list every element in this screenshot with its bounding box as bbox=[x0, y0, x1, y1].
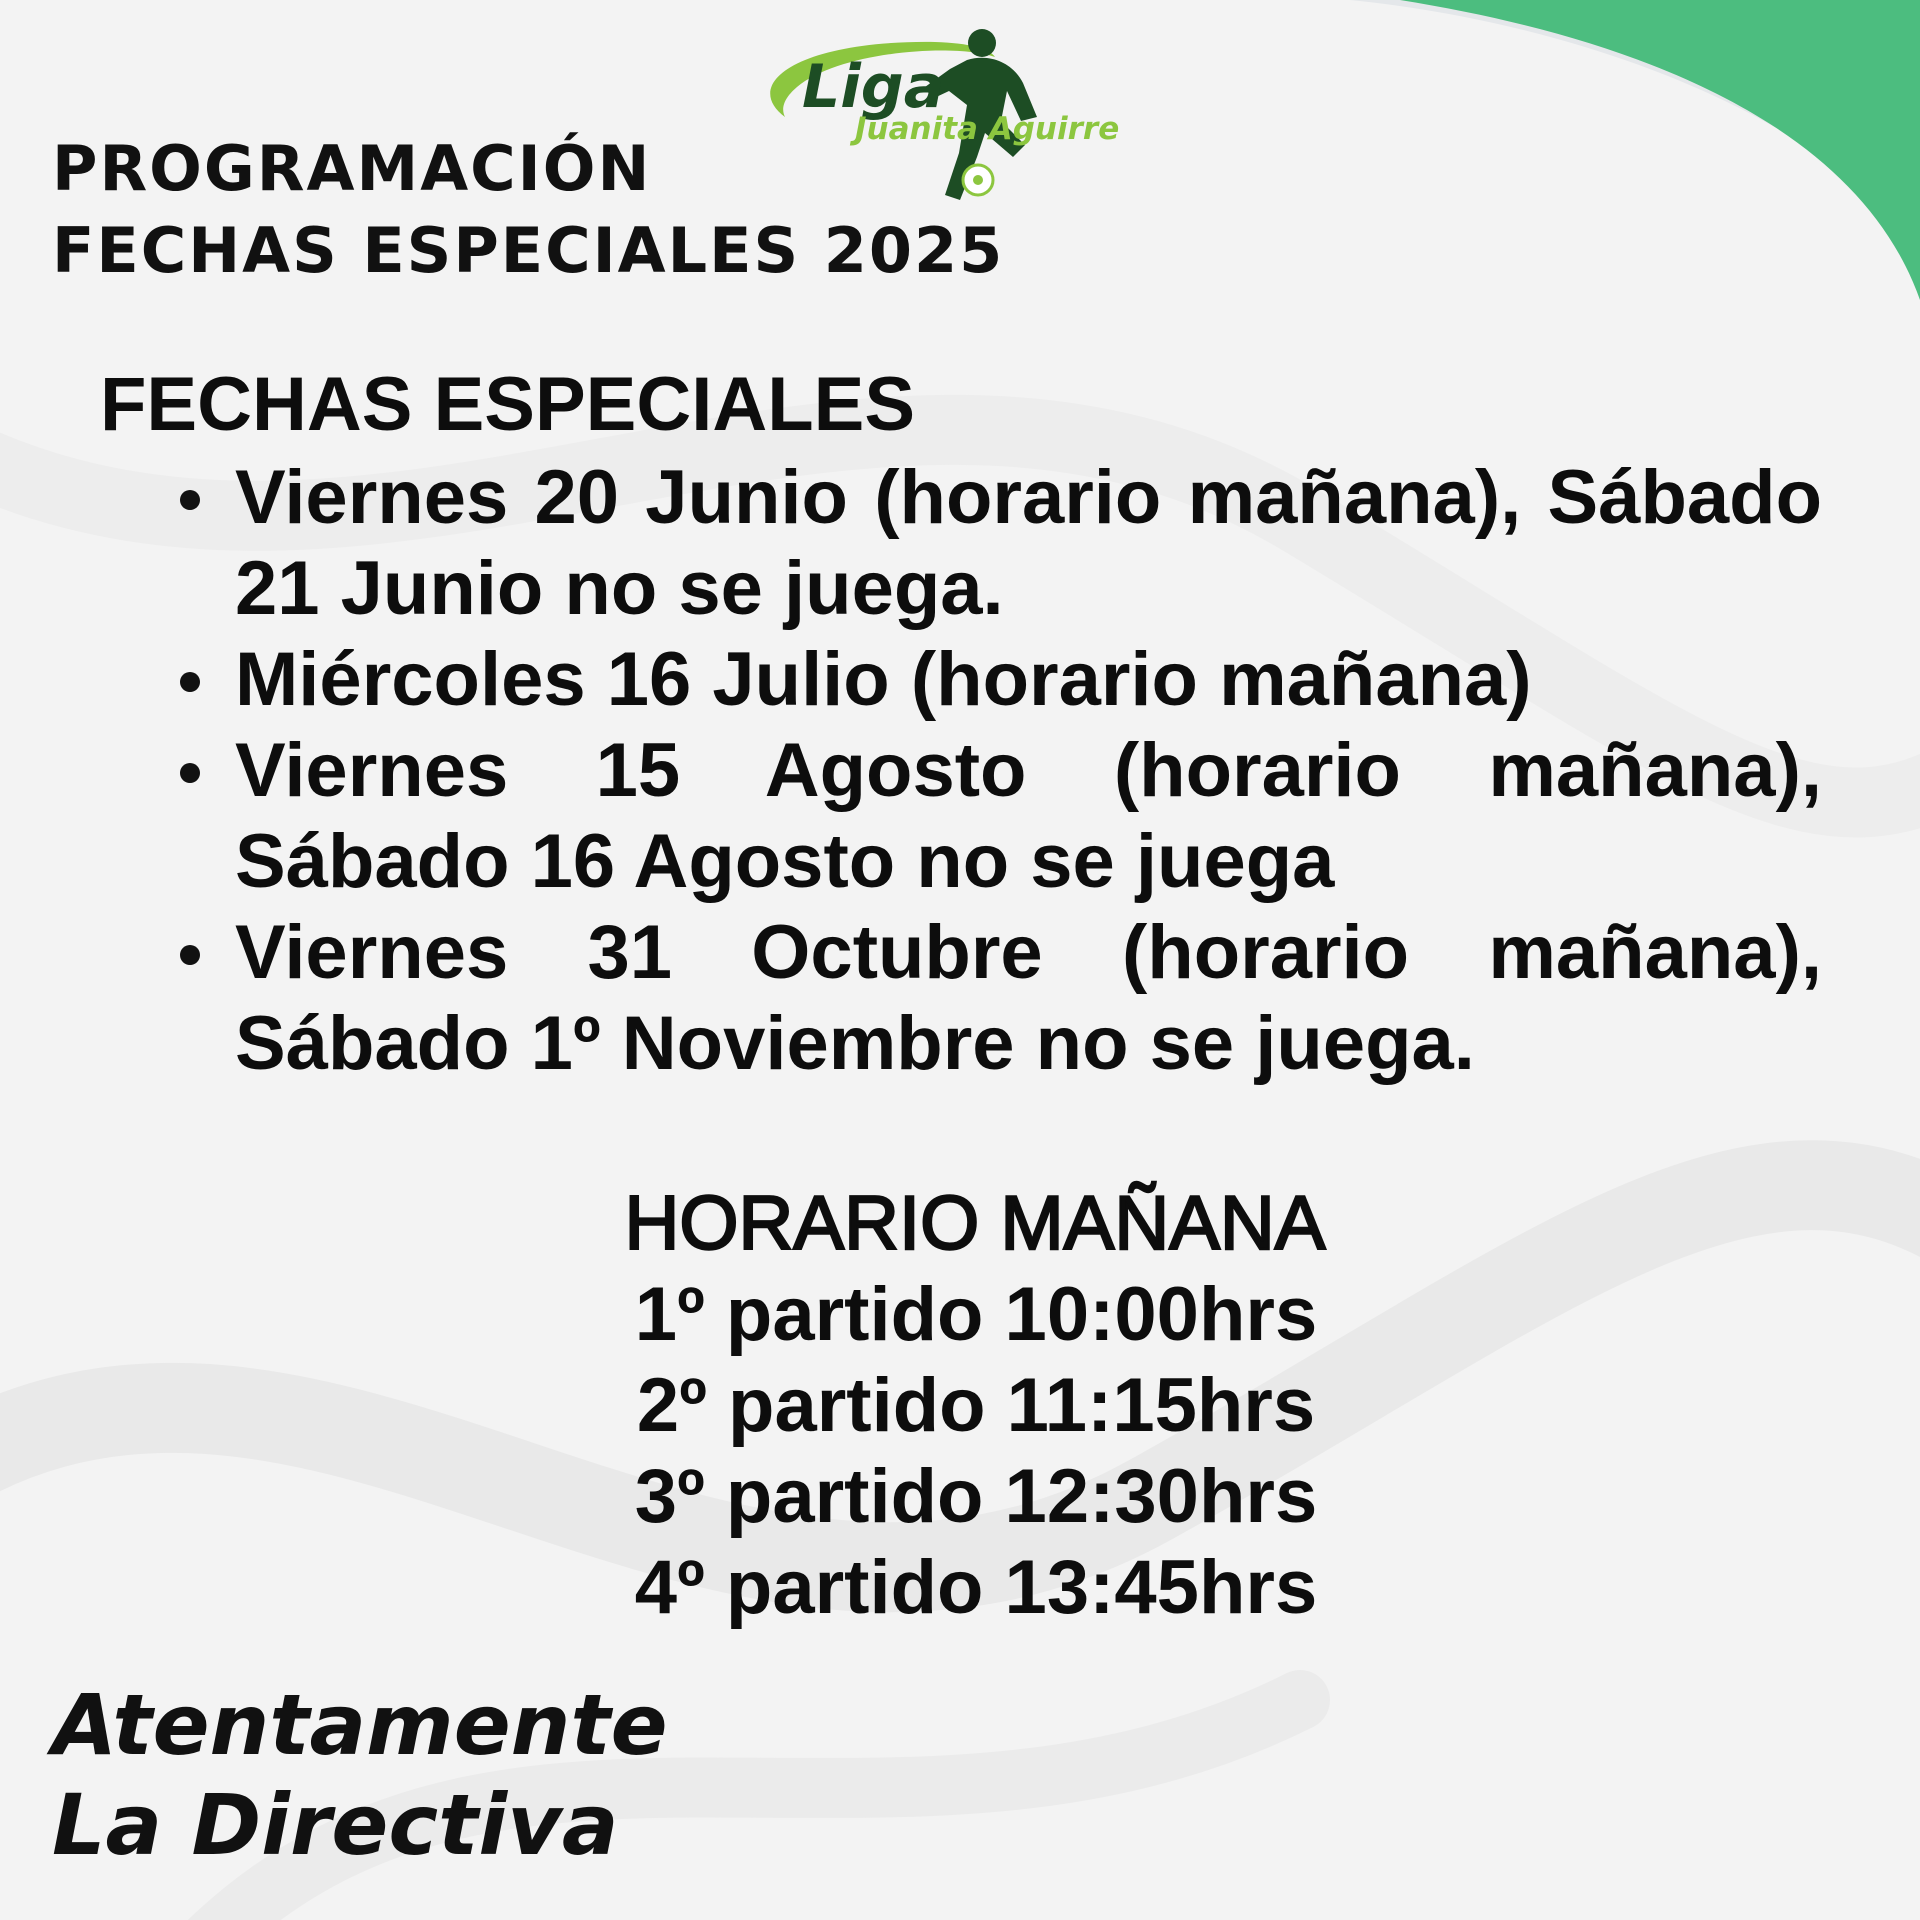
bullet-icon bbox=[180, 945, 200, 965]
list-item-text: Viernes 31 Octubre (horario mañana), Sábado 1º Noviembre no se juega. bbox=[235, 910, 1822, 1086]
signature bbox=[52, 1675, 668, 1875]
schedule-row: 2º partido 11:15hrs bbox=[636, 1363, 1316, 1448]
list-item-text: Viernes 20 Junio (horario mañana), Sábado 21 Junio no se juega. bbox=[235, 455, 1822, 631]
special-dates-list bbox=[172, 452, 1822, 1089]
list-item-text: Viernes 15 Agosto (horario mañana), Sábado 16 Agosto no se juega bbox=[235, 728, 1822, 904]
signature-line-1: Atentamente bbox=[52, 1676, 668, 1774]
bullet-icon bbox=[180, 490, 200, 510]
bullet-icon bbox=[180, 763, 200, 783]
morning-schedule bbox=[0, 1178, 1920, 1633]
list-item bbox=[172, 452, 1822, 634]
signature-line-2: La Directiva bbox=[52, 1776, 619, 1874]
schedule-row: 3º partido 12:30hrs bbox=[634, 1454, 1318, 1539]
logo-name: Juanita Aguirre bbox=[855, 111, 1120, 147]
special-dates-heading: FECHAS ESPECIALES bbox=[100, 362, 916, 447]
title-line-1: PROGRAMACIÓN bbox=[52, 132, 652, 205]
list-item-text: Miércoles 16 Julio (horario mañana) bbox=[235, 637, 1532, 722]
list-item bbox=[172, 725, 1822, 907]
league-logo bbox=[745, 25, 1180, 205]
soccer-ball-icon bbox=[963, 165, 993, 195]
list-item bbox=[172, 634, 1822, 725]
list-item bbox=[172, 907, 1822, 1089]
logo-word: Liga bbox=[802, 52, 945, 122]
title-line-2: FECHAS ESPECIALES 2025 bbox=[52, 214, 1005, 287]
schedule-row: 1º partido 10:00hrs bbox=[634, 1272, 1318, 1357]
bullet-icon bbox=[180, 672, 200, 692]
schedule-row: 4º partido 13:45hrs bbox=[634, 1545, 1318, 1630]
schedule-heading: HORARIO MAÑANA bbox=[624, 1181, 1326, 1266]
